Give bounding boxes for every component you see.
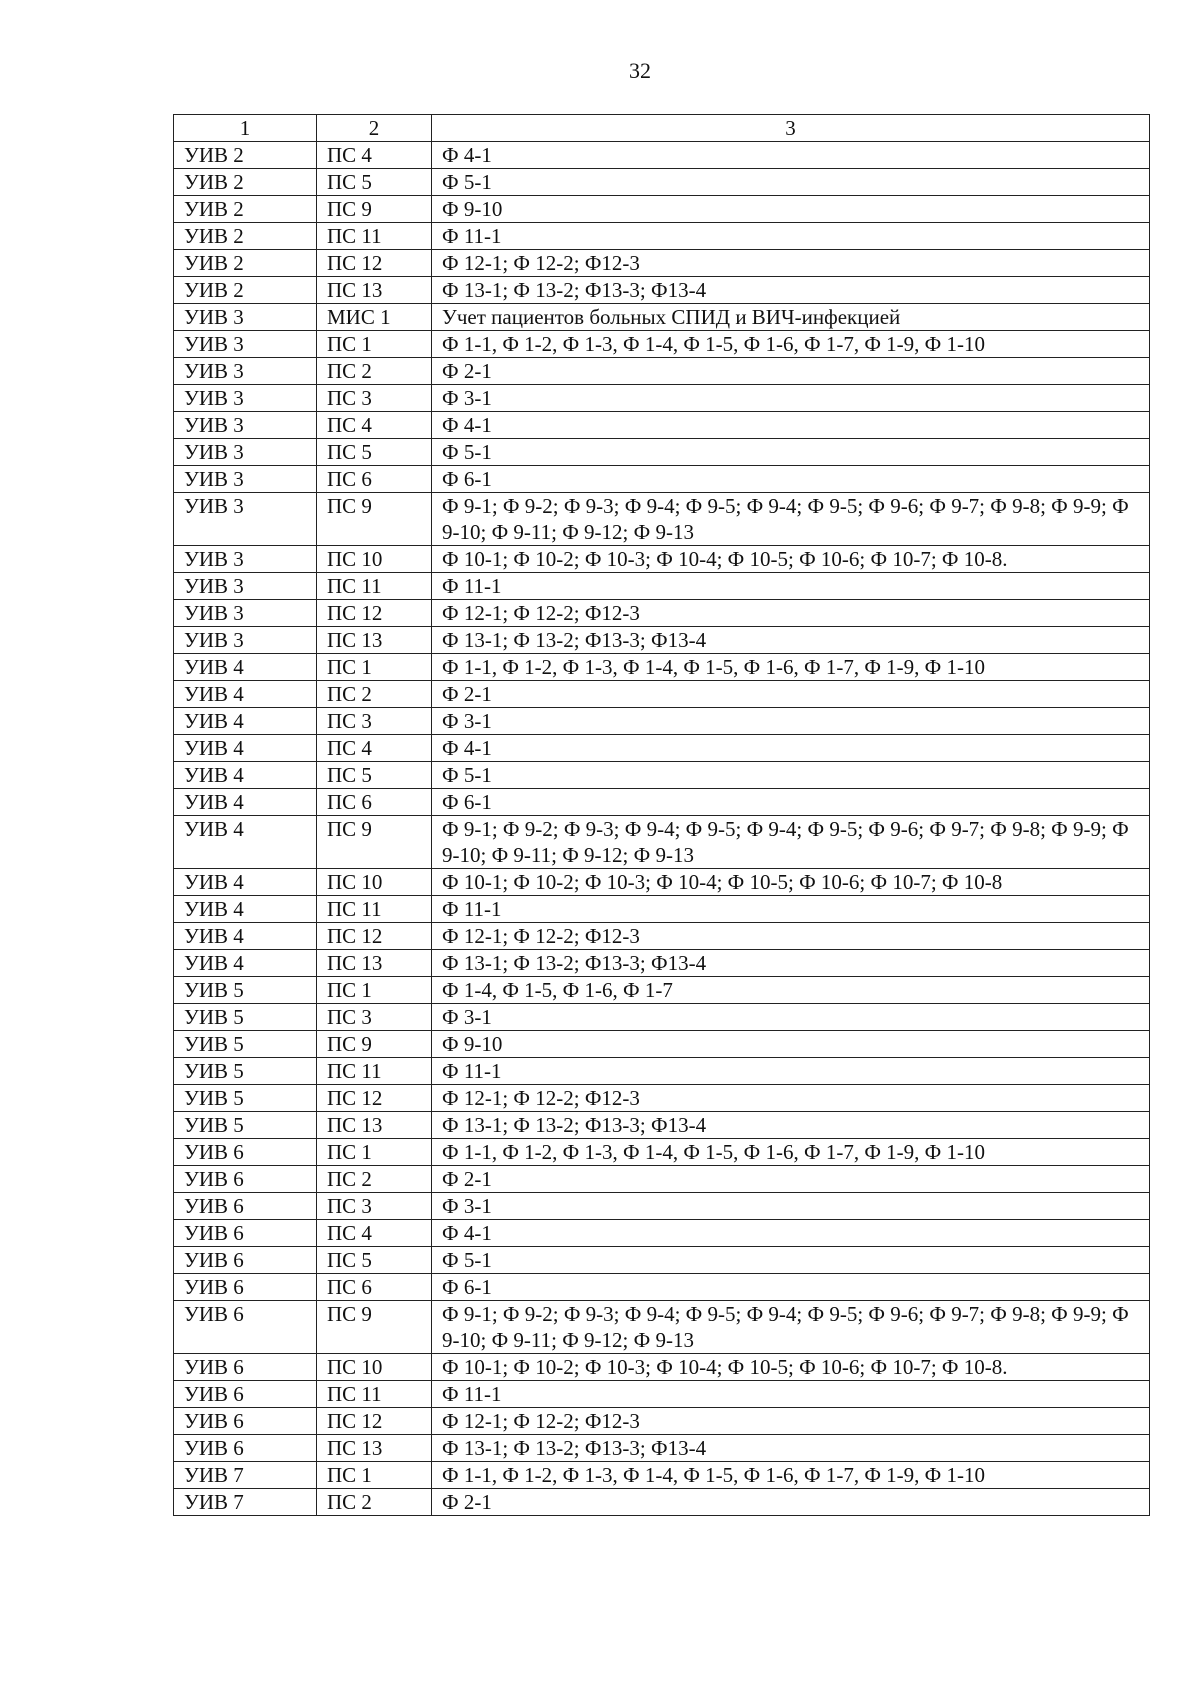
- cell-subsystem: ПС 3: [317, 1004, 432, 1031]
- table-row: [174, 654, 1150, 681]
- cell-subsystem: МИС 1: [317, 304, 432, 331]
- cell-uiv: УИВ 3: [174, 385, 317, 412]
- cell-forms: Ф 1-1, Ф 1-2, Ф 1-3, Ф 1-4, Ф 1-5, Ф 1-6, Ф 1-7, Ф 1-9, Ф 1-10: [432, 331, 1150, 358]
- cell-uiv: УИВ 6: [174, 1354, 317, 1381]
- cell-subsystem: ПС 11: [317, 1058, 432, 1085]
- table-row: [174, 1058, 1150, 1085]
- cell-subsystem: ПС 6: [317, 466, 432, 493]
- table-row: [174, 331, 1150, 358]
- cell-uiv: УИВ 2: [174, 250, 317, 277]
- cell-uiv: УИВ 6: [174, 1193, 317, 1220]
- cell-uiv: УИВ 6: [174, 1166, 317, 1193]
- table-row: [174, 1354, 1150, 1381]
- cell-subsystem: ПС 12: [317, 250, 432, 277]
- cell-forms: Ф 9-10: [432, 196, 1150, 223]
- cell-subsystem: ПС 1: [317, 331, 432, 358]
- cell-forms: Ф 4-1: [432, 142, 1150, 169]
- data-table: [173, 114, 1150, 1516]
- page-number: 32: [629, 58, 651, 83]
- table-row: [174, 1139, 1150, 1166]
- cell-uiv: УИВ 4: [174, 923, 317, 950]
- table-row: [174, 358, 1150, 385]
- table-row: [174, 1435, 1150, 1462]
- cell-subsystem: ПС 11: [317, 223, 432, 250]
- table-row: [174, 708, 1150, 735]
- cell-subsystem: ПС 12: [317, 1408, 432, 1435]
- table-row: [174, 142, 1150, 169]
- cell-uiv: УИВ 2: [174, 223, 317, 250]
- cell-forms: Ф 13-1; Ф 13-2; Ф13-3; Ф13-4: [432, 1435, 1150, 1462]
- cell-uiv: УИВ 3: [174, 493, 317, 546]
- cell-forms: Учет пациентов больных СПИД и ВИЧ-инфекцией: [432, 304, 1150, 331]
- cell-forms: Ф 4-1: [432, 735, 1150, 762]
- cell-uiv: УИВ 3: [174, 412, 317, 439]
- cell-uiv: УИВ 2: [174, 142, 317, 169]
- cell-subsystem: ПС 6: [317, 789, 432, 816]
- cell-uiv: УИВ 4: [174, 681, 317, 708]
- cell-subsystem: ПС 12: [317, 923, 432, 950]
- table-row: [174, 1489, 1150, 1516]
- cell-subsystem: ПС 13: [317, 277, 432, 304]
- cell-uiv: УИВ 4: [174, 869, 317, 896]
- cell-subsystem: ПС 9: [317, 196, 432, 223]
- cell-forms: Ф 13-1; Ф 13-2; Ф13-3; Ф13-4: [432, 627, 1150, 654]
- table-row: [174, 1462, 1150, 1489]
- cell-uiv: УИВ 5: [174, 1031, 317, 1058]
- cell-uiv: УИВ 5: [174, 977, 317, 1004]
- cell-subsystem: ПС 9: [317, 1031, 432, 1058]
- table-row: [174, 412, 1150, 439]
- table-row: [174, 923, 1150, 950]
- cell-subsystem: ПС 10: [317, 546, 432, 573]
- cell-uiv: УИВ 6: [174, 1301, 317, 1354]
- table-row: [174, 250, 1150, 277]
- cell-forms: Ф 11-1: [432, 1058, 1150, 1085]
- cell-subsystem: ПС 9: [317, 1301, 432, 1354]
- table-row: [174, 1031, 1150, 1058]
- cell-forms: Ф 9-10: [432, 1031, 1150, 1058]
- table-row: [174, 869, 1150, 896]
- cell-forms: Ф 2-1: [432, 681, 1150, 708]
- cell-subsystem: ПС 2: [317, 1166, 432, 1193]
- table-row: [174, 1381, 1150, 1408]
- cell-subsystem: ПС 4: [317, 142, 432, 169]
- cell-uiv: УИВ 5: [174, 1004, 317, 1031]
- cell-forms: Ф 12-1; Ф 12-2; Ф12-3: [432, 250, 1150, 277]
- cell-forms: Ф 10-1; Ф 10-2; Ф 10-3; Ф 10-4; Ф 10-5; Ф 10-6; Ф 10-7; Ф 10-8: [432, 869, 1150, 896]
- table-row: [174, 1301, 1150, 1354]
- cell-uiv: УИВ 6: [174, 1220, 317, 1247]
- cell-forms: Ф 6-1: [432, 1274, 1150, 1301]
- cell-uiv: УИВ 3: [174, 358, 317, 385]
- cell-uiv: УИВ 4: [174, 654, 317, 681]
- cell-subsystem: ПС 6: [317, 1274, 432, 1301]
- cell-subsystem: ПС 12: [317, 600, 432, 627]
- cell-forms: Ф 5-1: [432, 1247, 1150, 1274]
- table-row: [174, 385, 1150, 412]
- cell-forms: Ф 11-1: [432, 1381, 1150, 1408]
- cell-uiv: УИВ 6: [174, 1408, 317, 1435]
- cell-subsystem: ПС 2: [317, 358, 432, 385]
- cell-forms: Ф 9-1; Ф 9-2; Ф 9-3; Ф 9-4; Ф 9-5; Ф 9-4; Ф 9-5; Ф 9-6; Ф 9-7; Ф 9-8; Ф 9-9; Ф 9-10; Ф 9-11; Ф 9-12; Ф 9-13: [432, 1301, 1150, 1354]
- cell-subsystem: ПС 1: [317, 977, 432, 1004]
- table-row: [174, 493, 1150, 546]
- cell-forms: Ф 13-1; Ф 13-2; Ф13-3; Ф13-4: [432, 1112, 1150, 1139]
- cell-forms: Ф 1-1, Ф 1-2, Ф 1-3, Ф 1-4, Ф 1-5, Ф 1-6, Ф 1-7, Ф 1-9, Ф 1-10: [432, 1139, 1150, 1166]
- cell-forms: Ф 12-1; Ф 12-2; Ф12-3: [432, 600, 1150, 627]
- table-row: [174, 546, 1150, 573]
- cell-uiv: УИВ 5: [174, 1085, 317, 1112]
- cell-forms: Ф 10-1; Ф 10-2; Ф 10-3; Ф 10-4; Ф 10-5; Ф 10-6; Ф 10-7; Ф 10-8.: [432, 546, 1150, 573]
- column-header-3: 3: [432, 115, 1150, 142]
- cell-forms: Ф 13-1; Ф 13-2; Ф13-3; Ф13-4: [432, 277, 1150, 304]
- table-row: [174, 304, 1150, 331]
- cell-uiv: УИВ 2: [174, 277, 317, 304]
- cell-uiv: УИВ 3: [174, 627, 317, 654]
- table-row: [174, 627, 1150, 654]
- cell-subsystem: ПС 13: [317, 627, 432, 654]
- cell-subsystem: ПС 3: [317, 385, 432, 412]
- cell-uiv: УИВ 3: [174, 573, 317, 600]
- cell-forms: Ф 2-1: [432, 1166, 1150, 1193]
- table-row: [174, 896, 1150, 923]
- cell-subsystem: ПС 13: [317, 950, 432, 977]
- cell-subsystem: ПС 4: [317, 412, 432, 439]
- cell-forms: Ф 12-1; Ф 12-2; Ф12-3: [432, 1085, 1150, 1112]
- cell-forms: Ф 9-1; Ф 9-2; Ф 9-3; Ф 9-4; Ф 9-5; Ф 9-4; Ф 9-5; Ф 9-6; Ф 9-7; Ф 9-8; Ф 9-9; Ф 9-10; Ф 9-11; Ф 9-12; Ф 9-13: [432, 816, 1150, 869]
- column-header-1: 1: [174, 115, 317, 142]
- table-row: [174, 1112, 1150, 1139]
- cell-subsystem: ПС 9: [317, 816, 432, 869]
- table-row: [174, 681, 1150, 708]
- table-row: [174, 735, 1150, 762]
- cell-subsystem: ПС 1: [317, 1462, 432, 1489]
- cell-subsystem: ПС 5: [317, 1247, 432, 1274]
- table-row: [174, 977, 1150, 1004]
- table-header: [174, 115, 1150, 142]
- cell-forms: Ф 3-1: [432, 1193, 1150, 1220]
- cell-subsystem: ПС 11: [317, 573, 432, 600]
- cell-uiv: УИВ 6: [174, 1381, 317, 1408]
- cell-forms: Ф 3-1: [432, 708, 1150, 735]
- cell-uiv: УИВ 4: [174, 762, 317, 789]
- table-row: [174, 1004, 1150, 1031]
- cell-uiv: УИВ 3: [174, 600, 317, 627]
- cell-subsystem: ПС 9: [317, 493, 432, 546]
- table-row: [174, 439, 1150, 466]
- cell-forms: Ф 2-1: [432, 358, 1150, 385]
- cell-forms: Ф 12-1; Ф 12-2; Ф12-3: [432, 1408, 1150, 1435]
- cell-forms: Ф 1-1, Ф 1-2, Ф 1-3, Ф 1-4, Ф 1-5, Ф 1-6, Ф 1-7, Ф 1-9, Ф 1-10: [432, 1462, 1150, 1489]
- cell-subsystem: ПС 5: [317, 439, 432, 466]
- cell-uiv: УИВ 4: [174, 708, 317, 735]
- cell-forms: Ф 1-4, Ф 1-5, Ф 1-6, Ф 1-7: [432, 977, 1150, 1004]
- cell-forms: Ф 2-1: [432, 1489, 1150, 1516]
- table-row: [174, 196, 1150, 223]
- cell-forms: Ф 3-1: [432, 1004, 1150, 1031]
- cell-uiv: УИВ 6: [174, 1435, 317, 1462]
- cell-forms: Ф 5-1: [432, 439, 1150, 466]
- table-row: [174, 1247, 1150, 1274]
- table-row: [174, 1193, 1150, 1220]
- cell-forms: Ф 1-1, Ф 1-2, Ф 1-3, Ф 1-4, Ф 1-5, Ф 1-6, Ф 1-7, Ф 1-9, Ф 1-10: [432, 654, 1150, 681]
- cell-forms: Ф 11-1: [432, 573, 1150, 600]
- cell-forms: Ф 5-1: [432, 762, 1150, 789]
- cell-subsystem: ПС 13: [317, 1435, 432, 1462]
- cell-uiv: УИВ 2: [174, 169, 317, 196]
- table-row: [174, 169, 1150, 196]
- cell-uiv: УИВ 3: [174, 331, 317, 358]
- table-row: [174, 600, 1150, 627]
- cell-uiv: УИВ 3: [174, 304, 317, 331]
- table-row: [174, 816, 1150, 869]
- cell-uiv: УИВ 4: [174, 896, 317, 923]
- table-row: [174, 1166, 1150, 1193]
- cell-subsystem: ПС 13: [317, 1112, 432, 1139]
- cell-subsystem: ПС 3: [317, 1193, 432, 1220]
- table-row: [174, 223, 1150, 250]
- header-row: [174, 115, 1150, 142]
- cell-uiv: УИВ 6: [174, 1247, 317, 1274]
- cell-uiv: УИВ 4: [174, 735, 317, 762]
- cell-subsystem: ПС 2: [317, 1489, 432, 1516]
- table-row: [174, 1220, 1150, 1247]
- cell-forms: Ф 11-1: [432, 896, 1150, 923]
- cell-uiv: УИВ 7: [174, 1462, 317, 1489]
- cell-uiv: УИВ 5: [174, 1112, 317, 1139]
- table-row: [174, 277, 1150, 304]
- cell-subsystem: ПС 2: [317, 681, 432, 708]
- cell-uiv: УИВ 7: [174, 1489, 317, 1516]
- cell-subsystem: ПС 11: [317, 1381, 432, 1408]
- cell-forms: Ф 5-1: [432, 169, 1150, 196]
- cell-uiv: УИВ 3: [174, 466, 317, 493]
- cell-forms: Ф 6-1: [432, 466, 1150, 493]
- table-row: [174, 1274, 1150, 1301]
- table-row: [174, 1085, 1150, 1112]
- cell-uiv: УИВ 3: [174, 546, 317, 573]
- cell-uiv: УИВ 2: [174, 196, 317, 223]
- cell-uiv: УИВ 6: [174, 1139, 317, 1166]
- cell-forms: Ф 4-1: [432, 412, 1150, 439]
- cell-subsystem: ПС 4: [317, 735, 432, 762]
- cell-forms: Ф 12-1; Ф 12-2; Ф12-3: [432, 923, 1150, 950]
- cell-uiv: УИВ 5: [174, 1058, 317, 1085]
- cell-subsystem: ПС 10: [317, 1354, 432, 1381]
- cell-forms: Ф 6-1: [432, 789, 1150, 816]
- cell-uiv: УИВ 4: [174, 789, 317, 816]
- cell-subsystem: ПС 12: [317, 1085, 432, 1112]
- cell-forms: Ф 13-1; Ф 13-2; Ф13-3; Ф13-4: [432, 950, 1150, 977]
- cell-subsystem: ПС 5: [317, 169, 432, 196]
- cell-forms: Ф 4-1: [432, 1220, 1150, 1247]
- cell-subsystem: ПС 1: [317, 1139, 432, 1166]
- cell-subsystem: ПС 3: [317, 708, 432, 735]
- cell-forms: Ф 10-1; Ф 10-2; Ф 10-3; Ф 10-4; Ф 10-5; Ф 10-6; Ф 10-7; Ф 10-8.: [432, 1354, 1150, 1381]
- table-row: [174, 1408, 1150, 1435]
- table-body: [174, 142, 1150, 1516]
- cell-uiv: УИВ 4: [174, 816, 317, 869]
- cell-forms: Ф 11-1: [432, 223, 1150, 250]
- cell-subsystem: ПС 11: [317, 896, 432, 923]
- table-row: [174, 789, 1150, 816]
- table-row: [174, 573, 1150, 600]
- cell-subsystem: ПС 10: [317, 869, 432, 896]
- cell-uiv: УИВ 4: [174, 950, 317, 977]
- cell-subsystem: ПС 1: [317, 654, 432, 681]
- cell-forms: Ф 3-1: [432, 385, 1150, 412]
- cell-subsystem: ПС 4: [317, 1220, 432, 1247]
- cell-uiv: УИВ 6: [174, 1274, 317, 1301]
- table-row: [174, 950, 1150, 977]
- table-row: [174, 466, 1150, 493]
- table-row: [174, 762, 1150, 789]
- cell-uiv: УИВ 3: [174, 439, 317, 466]
- column-header-2: 2: [317, 115, 432, 142]
- cell-subsystem: ПС 5: [317, 762, 432, 789]
- cell-forms: Ф 9-1; Ф 9-2; Ф 9-3; Ф 9-4; Ф 9-5; Ф 9-4; Ф 9-5; Ф 9-6; Ф 9-7; Ф 9-8; Ф 9-9; Ф 9-10; Ф 9-11; Ф 9-12; Ф 9-13: [432, 493, 1150, 546]
